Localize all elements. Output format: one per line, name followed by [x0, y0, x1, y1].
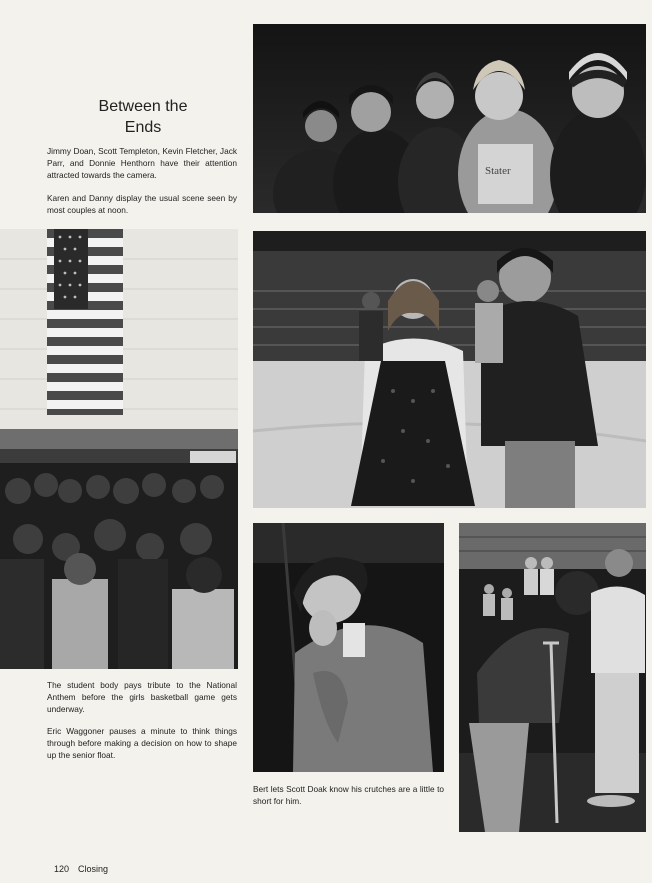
photo-crutches — [459, 523, 646, 832]
section-name: Closing — [78, 864, 109, 874]
caption-anthem: The student body pays tribute to the National Anthem before the girls basketball game gets underway. — [47, 680, 237, 715]
photo-anthem-image — [0, 229, 238, 669]
caption-top-group: Jimmy Doan, Scott Templeton, Kevin Fletcher, Jack Parr, and Donnie Henthorn have their attention attracted towards the camera. — [47, 146, 237, 181]
page-footer — [54, 864, 117, 874]
caption-couple: Karen and Danny display the usual scene seen by most couples at noon. — [47, 193, 237, 216]
shirt-print-text: Stater — [485, 165, 511, 177]
caption-waggoner: Eric Waggoner pauses a minute to think things through before making a decision on how to shape up the senior float. — [47, 726, 237, 761]
page-title-line-1: Between the — [98, 98, 188, 115]
photo-waggoner — [253, 523, 444, 772]
photo-couple — [253, 231, 646, 508]
photo-anthem — [0, 229, 238, 669]
caption-crutches: Bert lets Scott Doak know his crutches are a little to short for him. — [253, 784, 444, 807]
photo-boys-group-image — [253, 24, 646, 213]
photo-crutches-image — [459, 523, 646, 832]
american-flag-icon — [47, 229, 123, 415]
photo-waggoner-image — [253, 523, 444, 772]
photo-boys-group — [253, 24, 646, 213]
page-number: 120 — [54, 864, 70, 874]
page-title-line-2: Ends — [124, 119, 162, 136]
page-title — [60, 96, 226, 138]
photo-couple-image — [253, 231, 646, 508]
